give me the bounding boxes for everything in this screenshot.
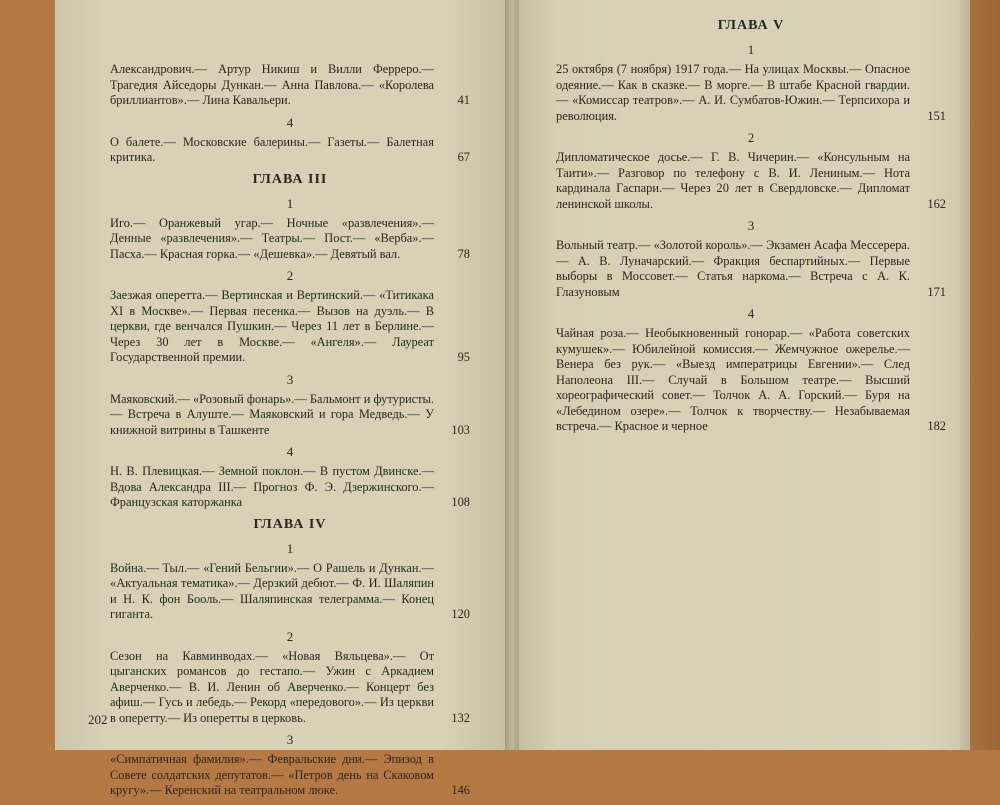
toc-entry [110, 561, 470, 623]
toc-page-number: 95 [457, 350, 470, 364]
section-number: 3 [286, 371, 294, 387]
toc-entry-text: «Симпатичная фамилия».— Февральские дни.— Эпизод в Совете солдатских депутатов.— «Петров день на Скаковом кругу».— Керенский на театральном люке. [110, 752, 434, 797]
toc-entry-text: О балете.— Московские балерины.— Газеты.— Балетная критика. [110, 134, 434, 164]
toc-page-number: 132 [451, 710, 470, 725]
toc-entry [110, 392, 470, 439]
section-number: 3 [286, 732, 294, 747]
section-number: 3 [747, 218, 755, 233]
chapter-heading: ГЛАВА V [717, 18, 785, 33]
toc-entry-text: Александрович.— Артур Никиш и Вилли Ферреро.— Трагедия Айседоры Дункан.— Анна Павлова.— «Королева бриллиантов».— Лина Кавальери. [110, 62, 434, 107]
toc-entry-text: Иго.— Оранжевый угар.— Ночные «развлечения».— Денные «развлечения».— Театры.— Пост.— «Верба».— Пасха.— Красная горка.— «Дешевка».— Девятый вал. [110, 215, 434, 261]
toc-page-number: 182 [927, 419, 946, 433]
page-number: 202 [88, 712, 108, 727]
toc-page-number: 151 [927, 108, 946, 123]
toc-entry-text: Заезжая оперетта.— Вертинская и Вертинский.— «Титикака XI в Москве».— Первая песенка.— Вызов на дуэль.— В церкви, где венчался Пушкин.— Через 11 лет в Берлине.— Через 30 лет в Москве.— «Ангеля».— Лауреат Государственной премии. [110, 288, 434, 364]
toc-entry [110, 135, 470, 166]
section-number: 1 [747, 42, 755, 57]
toc-entry [556, 238, 946, 300]
toc-entry-text: Сезон на Кавминводах.— «Новая Вяльцева».— От цыганских романсов до гестапо.— Ужин с Аркадием Аверченко.— В. И. Ленин об Аверченко.— Концерт без афиш.— Гусь и лебедь.— Рекорд «передового».— Из церкви в оперетту.— Из оперетты в церковь. [110, 648, 434, 725]
toc-entry [110, 216, 470, 263]
toc-entry [556, 150, 946, 212]
section-number: 4 [747, 306, 755, 321]
toc-entry-text: Дипломатическое досье.— Г. В. Чичерин.— «Консульным на Таити».— Разговор по телефону с В. И. Лениным.— Нота кардинала Гаспари.— Через 20 лет в Свердловске.— Дипломат ленинской школы. [556, 150, 910, 211]
toc-page-number: 41 [457, 93, 470, 107]
toc-entry [556, 326, 946, 435]
toc-entry-text: Чайная роза.— Необыкновенный гонорар.— «Работа советских кумушек».— Юбилейной комиссия.— Жемчужное ожерелье.— Венера без рук.— «Выезд императрицы Евгении».— След Наполеона III.— Случай в Большом театре.— Высший хореографический совет.— Толчок А. А. Горский.— Буря на «Лебедином озере».— Толчок к творчеству.— Незабываемая встреча.— Красное и черное [556, 326, 910, 433]
book-spine [505, 0, 519, 750]
toc-page-number: 67 [457, 150, 470, 164]
toc-page-number: 120 [451, 607, 470, 621]
toc-entry [110, 62, 470, 109]
left-page-contents [110, 62, 470, 805]
toc-page-number: 103 [451, 422, 470, 437]
toc-entry [110, 288, 470, 366]
toc-entry-text: Маяковский.— «Розовый фонарь».— Бальмонт и футуристы.— Встреча в Алуште.— Маяковский и гора Медведь.— У книжной витрины в Ташкенте [110, 391, 434, 437]
toc-entry [110, 752, 470, 799]
toc-entry-text: Н. В. Плевицкая.— Земной поклон.— В пустом Двинске.— Вдова Александра III.— Прогноз Ф. Э. Дзержинского.— Французская каторжанка [110, 464, 434, 509]
section-number: 2 [747, 130, 755, 145]
section-number: 1 [286, 540, 294, 556]
section-number: 2 [286, 628, 294, 644]
toc-entry-text: 25 октября (7 ноября) 1917 года.— На улицах Москвы.— Опасное одеяние.— Как в сказке.— В морге.— В штабе Красной гвардии.— «Комиссар театров».— А. И. Сумбатов-Южин.— Терпсихора и революция. [556, 62, 910, 123]
toc-page-number: 146 [451, 783, 470, 797]
toc-page-number: 108 [451, 495, 470, 509]
toc-page-number: 162 [927, 196, 946, 211]
toc-page-number: 78 [457, 246, 470, 261]
right-page-contents [556, 12, 946, 441]
section-number: 2 [286, 268, 294, 283]
toc-entry [110, 464, 470, 511]
section-number: 1 [286, 195, 294, 211]
toc-entry-text: Война.— Тыл.— «Гений Бельгии».— О Рашель и Дункан.— «Актуальная тематика».— Дерзкий дебют.— Ф. И. Шаляпин и Н. К. фон Бооль.— Шаляпинская телеграмма.— Конец гиганта. [110, 560, 434, 621]
toc-entry [556, 62, 946, 124]
page-shadow [960, 0, 1000, 750]
section-number: 4 [286, 444, 294, 459]
section-number: 4 [286, 114, 294, 130]
chapter-heading: ГЛАВА IV [253, 516, 327, 532]
toc-entry-text: Вольный театр.— «Золотой король».— Экзамен Асафа Мессерера.— А. В. Луначарский.— Фракция беспартийных.— Первые выборы в Моссовет.— Статья наркома.— Встреча с А. К. Глазуновым [556, 238, 910, 299]
toc-entry [110, 649, 470, 727]
toc-page-number: 171 [927, 284, 946, 299]
chapter-heading: ГЛАВА III [252, 171, 328, 187]
